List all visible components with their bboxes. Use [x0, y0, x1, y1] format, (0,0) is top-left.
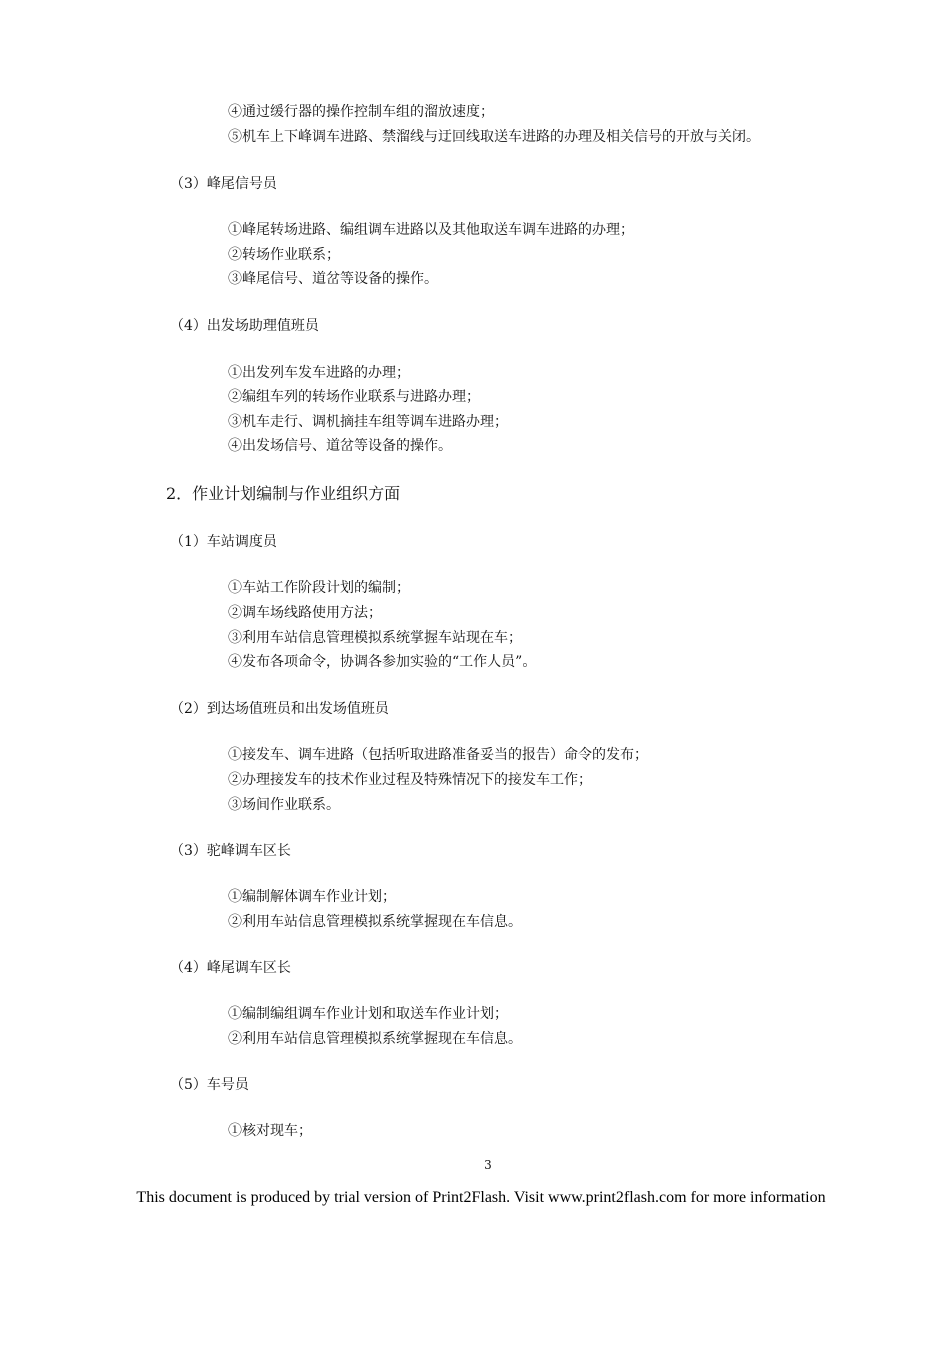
list-item: ⑤机车上下峰调车进路、禁溜线与迂回线取送车进路的办理及相关信号的开放与关闭。 — [228, 129, 760, 145]
list-item: ④出发场信号、道岔等设备的操作。 — [228, 438, 452, 454]
list-item: ④发布各项命令，协调各参加实验的“工作人员”。 — [228, 654, 537, 670]
list-item: ③机车走行、调机摘挂车组等调车进路办理； — [228, 414, 508, 430]
list-item: ①车站工作阶段计划的编制； — [228, 580, 410, 596]
list-item: ①接发车、调车进路（包括听取进路准备妥当的报告）命令的发布； — [228, 747, 648, 763]
list-item: ③峰尾信号、道岔等设备的操作。 — [228, 271, 438, 287]
list-item: ②转场作业联系； — [228, 247, 340, 263]
section-subheading: （4）出发场助理值班员 — [170, 318, 319, 334]
list-item: ②办理接发车的技术作业过程及特殊情况下的接发车工作； — [228, 772, 592, 788]
section-subheading: （3）驼峰调车区长 — [170, 843, 291, 859]
section-subheading: （3）峰尾信号员 — [170, 176, 277, 192]
list-item: ②利用车站信息管理模拟系统掌握现在车信息。 — [228, 914, 522, 930]
list-item: ②调车场线路使用方法； — [228, 605, 382, 621]
list-item: ①核对现车； — [228, 1123, 312, 1139]
list-item: ④通过缓行器的操作控制车组的溜放速度； — [228, 104, 494, 120]
section-subheading: （4）峰尾调车区长 — [170, 960, 291, 976]
section-subheading: （1）车站调度员 — [170, 534, 277, 550]
list-item: ①出发列车发车进路的办理； — [228, 365, 410, 381]
list-item: ②利用车站信息管理模拟系统掌握现在车信息。 — [228, 1031, 522, 1047]
list-item: ③场间作业联系。 — [228, 797, 340, 813]
list-item: ①编制编组调车作业计划和取送车作业计划； — [228, 1006, 508, 1022]
section-subheading: （2）到达场值班员和出发场值班员 — [170, 701, 389, 717]
list-item: ③利用车站信息管理模拟系统掌握车站现在车； — [228, 630, 522, 646]
trial-footer: This document is produced by trial version of Print2Flash. Visit www.print2flash.com for more information — [136, 1189, 826, 1206]
list-item: ②编组车列的转场作业联系与进路办理； — [228, 389, 480, 405]
list-item: ①峰尾转场进路、编组调车进路以及其他取送车调车进路的办理； — [228, 222, 634, 238]
list-item: ①编制解体调车作业计划； — [228, 889, 396, 905]
section-heading: 2．作业计划编制与作业组织方面 — [166, 484, 401, 503]
page-number: 3 — [484, 1158, 492, 1172]
section-subheading: （5）车号员 — [170, 1077, 249, 1093]
